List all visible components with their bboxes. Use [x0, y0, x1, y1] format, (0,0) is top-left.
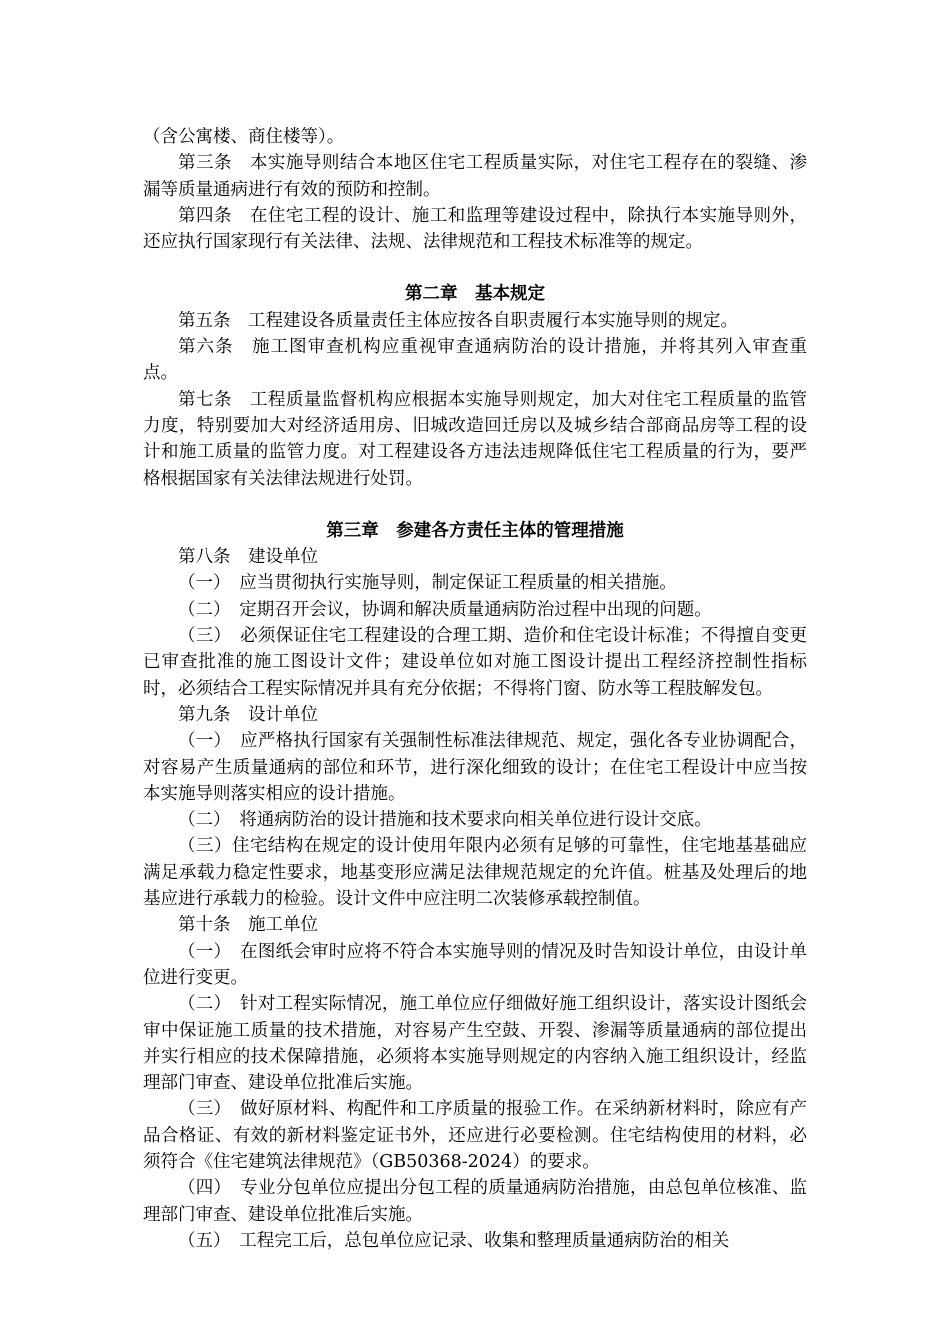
article-5: 第五条 工程建设各质量责任主体应按各自职责履行本实施导则的规定。: [178, 310, 738, 331]
article-10-item-1: （一） 在图纸会审时应将不符合本实施导则的情况及时告知设计单位，由设计单位进行变更。: [143, 941, 807, 988]
article-4: 第四条 在住宅工程的设计、施工和监理等建设过程中，除执行本实施导则外，还应执行国家现行有关法律、法规、法律规范和工程技术标准等的规定。: [143, 205, 807, 253]
article-10-item-2: （二） 针对工程实际情况，施工单位应仔细做好施工组织设计，落实设计图纸会审中保证施工质量的技术措施，对容易产生空鼓、开裂、渗漏等质量通病的部位提出并实行相应的技术保障措施，必须将本实施导则规定的内容纳入施工组织设计，经监理部门审查、建设单位批准后实施。: [143, 994, 807, 1094]
article-9-item-2: （二） 将通病防治的设计措施和技术要求向相关单位进行设计交底。: [178, 810, 712, 831]
article-10-item-3: （三） 做好原材料、构配件和工序质量的报验工作。在采纳新材料时，除应有产品合格证、有效的新材料鉴定证书外，还应进行必要检测。住宅结构使用的材料，必须符合《住宅建筑法律规范》（GB50368-2024）的要求。: [143, 1099, 807, 1172]
article-3: 第三条 本实施导则结合本地区住宅工程质量实际，对住宅工程存在的裂缝、渗漏等质量通病进行有效的预防和控制。: [143, 153, 807, 200]
article-8-heading: 第八条 建设单位: [178, 547, 318, 568]
spacer: [143, 492, 807, 518]
article-10-item-4: （四） 专业分包单位应提出分包工程的质量通病防治措施，由总包单位核准、监理部门审查、建设单位批准后实施。: [143, 1178, 807, 1225]
article-6: 第六条 施工图审查机构应重视审查通病防治的设计措施，并将其列入审查重点。: [143, 337, 807, 384]
article-10-item-5: （五） 工程完工后，总包单位应记录、收集和整理质量通病防治的相关: [178, 1230, 730, 1251]
chapter-3-title: 第三章 参建各方责任主体的管理措施: [326, 520, 624, 541]
spacer: [143, 255, 807, 281]
article-9-item-1: （一） 应严格执行国家有关强制性标准法律规范、规定，强化各专业协调配合，对容易产生质量通病的部位和环节，进行深化细致的设计；在住宅工程设计中应当按本实施导则落实相应的设计措施。: [143, 731, 807, 804]
article-8-item-3: （三） 必须保证住宅工程建设的合理工期、造价和住宅设计标准；不得擅自变更已审查批准的施工图设计文件；建设单位如对施工图设计提出工程经济控制性指标时，必须结合工程实际情况并具有充分依据；不得将门窗、防水等工程肢解发包。: [143, 626, 807, 699]
chapter-2-title: 第二章 基本规定: [405, 284, 545, 305]
article-8-item-2: （二） 定期召开会议，协调和解决质量通病防治过程中出现的问题。: [178, 599, 712, 620]
article-7: 第七条 工程质量监督机构应根据本实施导则规定，加大对住宅工程质量的监管力度，特别要加大对经济适用房、旧城改造回迁房以及城乡结合部商品房等工程的设计和施工质量的监管力度。对工程建设各方违法违规降低住宅工程质量的行为，要严格根据国家有关法律法规进行处罚。: [143, 389, 807, 489]
article-9-item-3: （三）住宅结构在规定的设计使用年限内必须有足够的可靠性，住宅地基基础应满足承载力稳定性要求，地基变形应满足法律规范规定的允许值。桩基及处理后的地基应进行承载力的检验。设计文件中应注明二次装修承载控制值。: [143, 836, 807, 910]
article-10-heading: 第十条 施工单位: [178, 915, 318, 936]
article-8-item-1: （一） 应当贯彻执行实施导则，制定保证工程质量的相关措施。: [178, 573, 677, 594]
article-9-heading: 第九条 设计单位: [178, 704, 318, 725]
paragraph-continuation: （含公寓楼、商住楼等）。: [143, 127, 345, 147]
